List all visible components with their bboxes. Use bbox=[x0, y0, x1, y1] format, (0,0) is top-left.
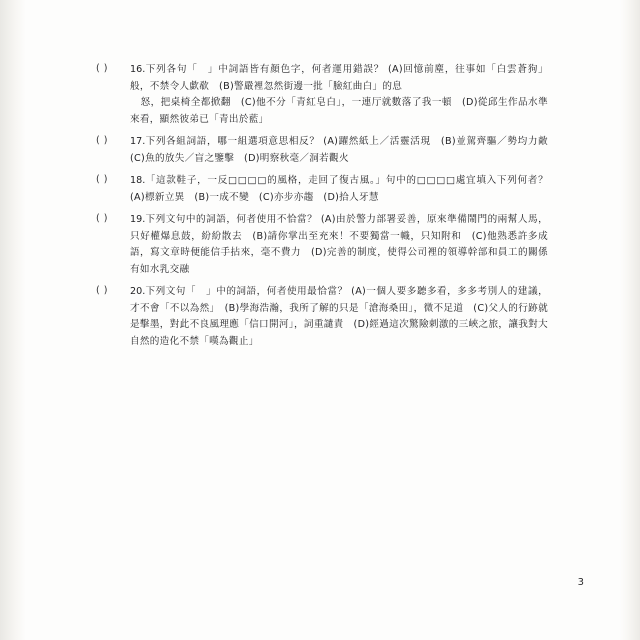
question-list bbox=[96, 62, 558, 356]
question-item bbox=[96, 284, 548, 350]
question-line: 下列各組詞語，哪一組選項意思相反？ (A)躍然紙上／活靈活現 (B)並駕齊驅／勢均力敵 (C)魚的放失／盲之鑒擊 (D)明察秋毫／洞若觀火 bbox=[130, 136, 558, 164]
answer-bracket-16[interactable]: ( ) bbox=[96, 63, 108, 74]
question-number-20: 20. bbox=[130, 286, 146, 297]
question-text-18 bbox=[130, 173, 548, 206]
question-text-20 bbox=[130, 284, 548, 350]
question-text-16 bbox=[130, 62, 548, 128]
question-number-18: 18. bbox=[130, 175, 146, 186]
answer-bracket-18[interactable]: ( ) bbox=[96, 174, 108, 185]
question-number-17: 17. bbox=[130, 136, 146, 147]
question-item bbox=[96, 173, 548, 206]
question-line: 「這款鞋子，一反□□□□的風格，走回了復古風。」句中的□□□□處宜填入下列何者？ (A)標新立異 (B)一成不變 (C)亦步亦趨 (D)拾人牙慧 bbox=[130, 175, 548, 203]
question-number-16: 16. bbox=[130, 64, 146, 75]
question-item bbox=[96, 62, 548, 128]
question-line: 怒，把桌椅全都掀翻 (C)他不分「青紅皂白」，一連厅就數落了我一頓 (D)從邱生作品水準來看，顯然彼弟已「青出於藍」 bbox=[130, 97, 548, 125]
question-line: 下列文句「 」中的詞語，何者使用最恰當？ (A)一個人要多聽多看，多多考別人的建議，才不會「不以為然」 (B)學海浩瀚，我所了解的只是「滄海桑田」，微不足道 (C)父人的行跡就是擊墨，對此不良風理應「信口開河」，詞重譴責 (D)經過這次驚險刺激的三峽之旅，讓我對大自然的造化不禁「嘆為觀止」 bbox=[130, 286, 548, 347]
answer-bracket-19[interactable]: ( ) bbox=[96, 213, 108, 224]
question-line: 下列各句「 」中詞語皆有顏色字，何者運用錯誤？ (A)回憶前塵，往事如「白雲蒼狗」般，不禁令人歔欷 (B)警嚴裡忽然街邊一批「臉紅曲白」的息 bbox=[130, 64, 548, 92]
answer-bracket-17[interactable]: ( ) bbox=[96, 135, 108, 146]
page-number: 3 bbox=[577, 577, 584, 588]
question-line: 下列文句中的詞語，何者使用不恰當？ (A)由於警力部署妥善，原來準備鬧門的兩幫人馬，只好權爆息鼓，紛紛散去 (B)請你掌出至充來！不要獨當一幟，只知附和 (C)他熟悉許多成語，寫文章時便能信手拈來，毫不費力 (D)完善的制度，使得公司裡的領導幹部和員工的關係有如水乳交融 bbox=[130, 214, 548, 275]
question-number-19: 19. bbox=[130, 214, 146, 225]
question-text-19 bbox=[130, 212, 548, 278]
question-item bbox=[96, 134, 558, 167]
question-text-17 bbox=[130, 134, 558, 167]
question-item bbox=[96, 212, 548, 278]
answer-bracket-20[interactable]: ( ) bbox=[96, 285, 108, 296]
